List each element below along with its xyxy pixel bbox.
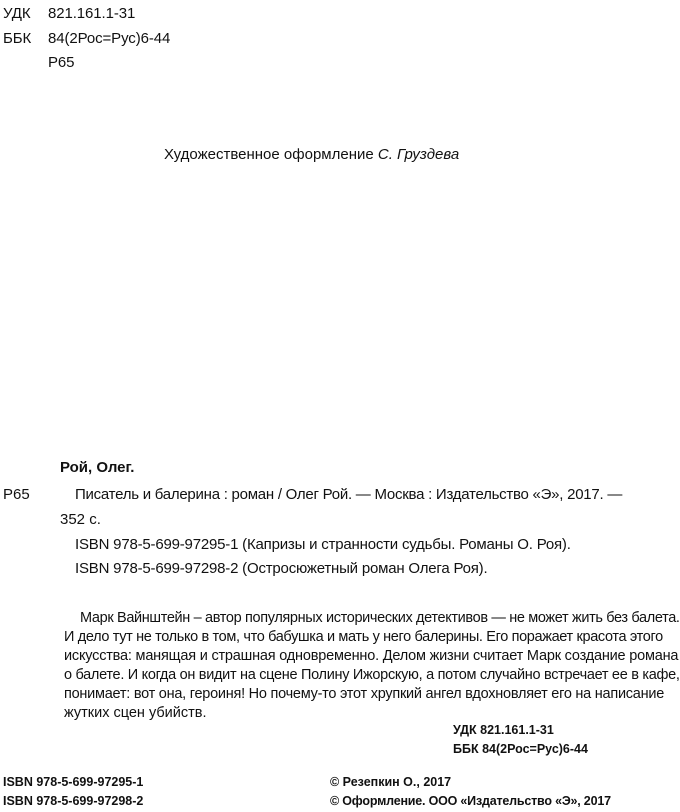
- annotation-line: о балете. И когда он видит на сцене Полину Ижорскую, а потом случайно встречает ее в кафе,: [64, 667, 680, 683]
- footer-isbn2: ISBN 978-5-699-97298-2: [3, 794, 144, 808]
- annotation-line: понимает: вот она, героиня! Но почему-то этот хрупкий ангел вдохновляет его на написание: [64, 686, 665, 702]
- catalog-mark: Р65: [3, 486, 30, 503]
- catalog-author: Рой, Олег.: [60, 459, 135, 476]
- bbk-value: 84(2Рос=Рус)6-44: [48, 30, 171, 47]
- catalog-description-line2: 352 с.: [60, 511, 101, 528]
- annotation-line: Марк Вайнштейн – автор популярных исторических детективов — не может жить без балета.: [80, 610, 680, 626]
- bbk-label: ББК: [3, 30, 32, 47]
- catalog-description-line1: Писатель и балерина : роман / Олег Рой. — Москва : Издательство «Э», 2017. —: [75, 486, 623, 503]
- footer-copyright1: © Резепкин О., 2017: [330, 775, 452, 789]
- footer-isbn1: ISBN 978-5-699-97295-1: [3, 775, 144, 789]
- catalog-isbn1: ISBN 978-5-699-97295-1 (Капризы и странности судьбы. Романы О. Роя).: [75, 536, 571, 553]
- design-credit: [164, 146, 459, 164]
- designer-name: С. Груздева: [377, 146, 460, 163]
- bottom-bbk: ББК 84(2Рос=Рус)6-44: [453, 742, 588, 756]
- bottom-udk: УДК 821.161.1-31: [453, 723, 554, 737]
- udk-value: 821.161.1-31: [48, 5, 136, 22]
- footer-copyright2: © Оформление. ООО «Издательство «Э», 2017: [330, 794, 611, 808]
- annotation-line: жутких сцен убийств.: [64, 705, 207, 721]
- author-mark: Р65: [48, 54, 75, 71]
- annotation: [64, 609, 680, 723]
- udk-label: УДК: [3, 5, 31, 22]
- catalog-isbn2: ISBN 978-5-699-97298-2 (Остросюжетный роман Олега Роя).: [75, 560, 488, 577]
- annotation-line: искусства: манящая и страшная одновременно. Делом жизни считает Марк создание романа: [64, 648, 679, 664]
- design-credit-text: Художественное оформление: [164, 146, 378, 163]
- annotation-line: И дело тут не только в том, что бабушка и мать у него балерины. Его поражает красота этого: [64, 629, 663, 645]
